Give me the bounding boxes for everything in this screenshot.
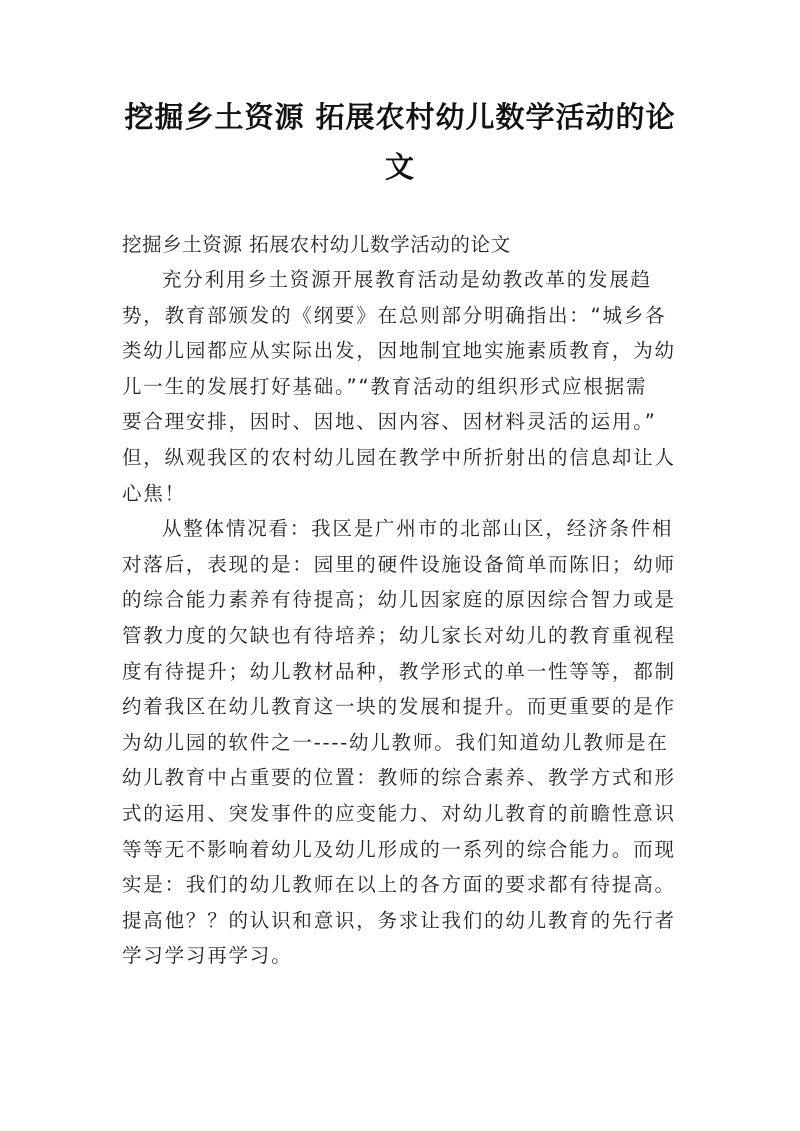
- document-title: [110, 92, 690, 192]
- paragraph-1: [122, 262, 688, 511]
- title-line-2: 文: [384, 150, 415, 184]
- paragraph-line: 对落后，表现的是：园里的硬件设施设备简单而陈旧；幼师: [122, 552, 676, 576]
- paragraph-line: 幼儿教育中占重要的位置：教师的综合素养、教学方式和形: [122, 766, 676, 790]
- paragraph-line: 式的运用、突发事件的应变能力、对幼儿教育的前瞻性意识: [122, 801, 676, 825]
- title-line-1: 挖掘乡土资源 拓展农村幼儿数学活动的论: [124, 100, 676, 134]
- paragraph-line: 要合理安排，因时、因地、因内容、因材料灵活的运用。”: [122, 410, 657, 434]
- paragraph-line: 势，教育部颁发的《纲要》在总则部分明确指出：“城乡各: [122, 303, 667, 327]
- paragraph-line: 儿一生的发展打好基础。”“教育活动的组织形式应根据需: [122, 374, 648, 398]
- paragraph-line: 为幼儿园的软件之一----幼儿教师。我们知道幼儿教师是在: [122, 730, 669, 754]
- paragraph-line: 心焦！: [122, 481, 186, 505]
- paragraph-line: 约着我区在幼儿教育这一块的发展和提升。而更重要的是作: [122, 695, 676, 719]
- paragraph-line: 管教力度的欠缺也有待培养；幼儿家长对幼儿的教育重视程: [122, 623, 676, 647]
- paragraph-2: [122, 511, 688, 974]
- paragraph-line: 的综合能力素养有待提高；幼儿因家庭的原因综合智力或是: [122, 588, 676, 612]
- paragraph-line: 类幼儿园都应从实际出发，因地制宜地实施素质教育，为幼: [122, 339, 676, 363]
- paragraph-line: 学习学习再学习。: [122, 944, 293, 968]
- paragraph-line: 等等无不影响着幼儿及幼儿形成的一系列的综合能力。而现: [122, 837, 676, 861]
- paragraph-line: 实是：我们的幼儿教师在以上的各方面的要求都有待提高。: [122, 873, 676, 897]
- document-subtitle: 挖掘乡土资源 拓展农村幼儿数学活动的论文: [122, 233, 511, 256]
- paragraph-line: 充分利用乡土资源开展教育活动是幼教改革的发展趋: [162, 268, 652, 291]
- paragraph-line: 但，纵观我区的农村幼儿园在教学中所折射出的信息却让人: [122, 445, 676, 469]
- paragraph-line: 提高他？？的认识和意识，务求让我们的幼儿教育的先行者: [122, 908, 676, 932]
- paragraph-line: 度有待提升；幼儿教材品种，教学形式的单一性等等，都制: [122, 659, 676, 683]
- paragraph-line: 从整体情况看：我区是广州市的北部山区，经济条件相: [162, 517, 674, 541]
- document-body: [122, 227, 688, 974]
